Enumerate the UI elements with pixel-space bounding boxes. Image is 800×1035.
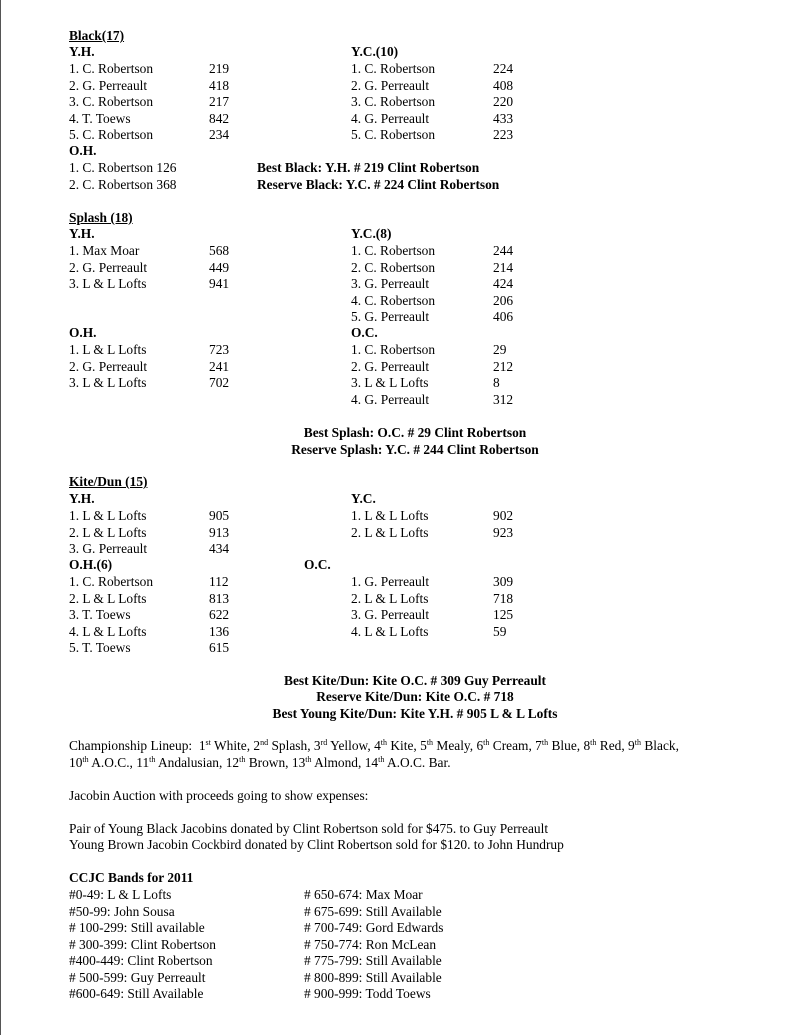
- kite-oh-entry-name: 5. T. Toews: [69, 640, 131, 655]
- splash-oh-entry-number: 241: [209, 358, 230, 374]
- band-range-entry: #400-449: Clint Robertson: [69, 953, 213, 968]
- kite-yc-entry-name: 2. L & L Lofts: [351, 524, 429, 540]
- kite-yc-entry-number: 902: [493, 508, 514, 523]
- splash-oc-entry-name: 4. G. Perreault: [351, 391, 430, 407]
- kite-oh-entry-number: 112: [209, 574, 229, 589]
- best-black-award: Best Black: Y.H. # 219 Clint Robertson: [257, 160, 480, 175]
- kite-oh-entry-number: 813: [209, 590, 230, 606]
- black-yh-entry-name: 1. C. Robertson: [69, 61, 154, 76]
- black-yh-entry-name: 2. G. Perreault: [69, 77, 148, 93]
- lineup-rank: 11: [136, 755, 150, 770]
- lineup-rank-suffix: th: [239, 755, 246, 764]
- championship-lineup-line: [69, 738, 679, 754]
- auction-line-1: Pair of Young Black Jacobins donated by Clint Robertson sold for $475. to Guy Perreault: [69, 821, 549, 836]
- splash-oh-entry-name: 3. L & L Lofts: [69, 375, 147, 390]
- lineup-breed: Andalusian,: [158, 755, 223, 770]
- splash-oh-entry-name: 1. L & L Lofts: [69, 342, 147, 357]
- lineup-breed: Kite,: [390, 738, 417, 753]
- black-oh-entry-name: 2. C. Robertson 368: [69, 176, 177, 192]
- section-heading-splash: Splash (18): [69, 210, 133, 225]
- lineup-item: [199, 738, 250, 753]
- splash-yc-entry-number: 214: [493, 259, 514, 275]
- lineup-rank-suffix: th: [380, 738, 387, 747]
- splash-yc-entry-name: 4. C. Robertson: [351, 292, 436, 308]
- bands-heading: CCJC Bands for 2011: [69, 870, 194, 885]
- kite-oc-entry-number: 309: [493, 574, 514, 589]
- lineup-rank: 6: [476, 738, 484, 753]
- auction-intro: Jacobin Auction with proceeds going to show expenses:: [69, 788, 369, 803]
- kite-oh-entry-name: 1. C. Robertson: [69, 574, 154, 589]
- black-yc-entry-name: 1. C. Robertson: [351, 61, 436, 76]
- lineup-breed: Black,: [644, 738, 679, 753]
- kite-yc-entry-number: 923: [493, 524, 514, 540]
- kite-oh-entry-name: 2. L & L Lofts: [69, 590, 147, 606]
- black-yc-entry-name: 3. C. Robertson: [351, 94, 436, 109]
- lineup-rank: 4: [374, 738, 381, 753]
- black-yh-entry-name: 4. T. Toews: [69, 110, 131, 126]
- kite-oh-entry-number: 136: [209, 623, 230, 639]
- lineup-rank-suffix: th: [541, 738, 549, 747]
- lineup-breed: A.O.C. Bar.: [386, 755, 451, 770]
- splash-yc-entry-name: 5. G. Perreault: [351, 309, 430, 324]
- kite-oc-entry-name: 2. L & L Lofts: [351, 590, 429, 606]
- splash-yh-entry-name: 2. G. Perreault: [69, 259, 148, 275]
- lineup-rank-suffix: th: [590, 738, 597, 747]
- lineup-item: [476, 738, 531, 753]
- lineup-rank-suffix: st: [205, 738, 211, 747]
- lineup-rank-suffix: th: [634, 738, 641, 747]
- kite-oc-entry-number: 59: [493, 623, 507, 639]
- kite-oh-entry-number: 615: [209, 640, 230, 655]
- lineup-rank: 13: [291, 755, 306, 770]
- black-yh-entry-name: 3. C. Robertson: [69, 94, 154, 109]
- lineup-item: [583, 738, 624, 753]
- splash-oc-label: O.C.: [351, 325, 378, 340]
- kite-oc-label: O.C.: [304, 557, 331, 572]
- lineup-item: [253, 738, 310, 753]
- lineup-item: [292, 755, 361, 770]
- lineup-rank: 9: [628, 738, 635, 753]
- band-range-entry: # 800-899: Still Available: [304, 969, 442, 985]
- splash-yc-label: Y.C.(8): [351, 226, 392, 241]
- splash-yc-entry-number: 244: [493, 243, 514, 258]
- band-range-entry: # 500-599: Guy Perreault: [69, 969, 206, 985]
- splash-oc-entry-number: 29: [493, 342, 507, 357]
- kite-yh-entry-name: 3. G. Perreault: [69, 541, 148, 556]
- band-range-entry: # 100-299: Still available: [69, 920, 205, 935]
- kite-yh-entry-name: 2. L & L Lofts: [69, 524, 147, 540]
- best-kite-dun-award: Best Kite/Dun: Kite O.C. # 309 Guy Perreault: [284, 673, 546, 688]
- lineup-item: [314, 738, 371, 753]
- splash-yc-entry-number: 206: [493, 292, 514, 308]
- splash-oc-entry-number: 312: [493, 391, 514, 407]
- splash-yh-entry-number: 568: [209, 243, 230, 258]
- kite-yh-label: Y.H.: [69, 491, 95, 506]
- splash-yc-entry-name: 1. C. Robertson: [351, 243, 436, 258]
- lineup-item: [535, 738, 580, 753]
- lineup-item: [136, 755, 222, 770]
- section-heading-kite-dun: Kite/Dun (15): [69, 474, 148, 489]
- best-splash-award: Best Splash: O.C. # 29 Clint Robertson: [303, 425, 527, 440]
- lineup-breed: Cream,: [492, 738, 532, 753]
- kite-oh-entry-number: 622: [209, 607, 230, 622]
- lineup-rank: 5: [420, 738, 427, 753]
- lineup-rank-suffix: th: [149, 755, 156, 764]
- kite-oc-entry-number: 125: [493, 607, 514, 622]
- lineup-rank: 14: [364, 755, 379, 770]
- splash-oh-label: O.H.: [69, 325, 97, 340]
- lineup-rank: 3: [313, 738, 321, 753]
- band-range-entry: #600-649: Still Available: [69, 986, 204, 1001]
- kite-yc-entry-name: 1. L & L Lofts: [351, 508, 429, 523]
- black-oh-label: O.H.: [69, 143, 97, 158]
- championship-lineup-label: Championship Lineup:: [69, 738, 193, 753]
- splash-yh-entry-name: 3. L & L Lofts: [69, 276, 147, 291]
- splash-yh-entry-number: 941: [209, 276, 230, 291]
- black-yh-entry-name: 5. C. Robertson: [69, 127, 154, 142]
- band-range-entry: # 750-774: Ron McLean: [304, 936, 437, 952]
- lineup-rank: 12: [225, 755, 240, 770]
- kite-yh-entry-number: 905: [209, 508, 230, 523]
- splash-oh-entry-number: 702: [209, 375, 230, 390]
- lineup-rank-suffix: th: [483, 738, 490, 747]
- black-oh-entry-name: 1. C. Robertson 126: [69, 160, 177, 175]
- black-yc-entry-name: 2. G. Perreault: [351, 77, 430, 93]
- reserve-kite-dun-award: Reserve Kite/Dun: Kite O.C. # 718: [316, 689, 514, 704]
- lineup-rank: 10: [69, 755, 83, 770]
- best-young-kite-dun-award: Best Young Kite/Dun: Kite Y.H. # 905 L & L Lofts: [272, 706, 558, 721]
- splash-oc-entry-number: 8: [493, 375, 500, 390]
- splash-yc-entry-name: 3. G. Perreault: [351, 276, 430, 291]
- black-yh-entry-number: 842: [209, 110, 230, 126]
- kite-oh-entry-name: 3. T. Toews: [69, 607, 131, 622]
- lineup-rank: 7: [535, 738, 542, 753]
- black-yh-entry-number: 418: [209, 77, 230, 93]
- kite-yh-entry-number: 434: [209, 541, 230, 556]
- band-range-entry: # 300-399: Clint Robertson: [69, 936, 216, 952]
- kite-yh-entry-name: 1. L & L Lofts: [69, 508, 147, 523]
- band-range-entry: # 675-699: Still Available: [304, 903, 442, 919]
- lineup-rank-suffix: th: [378, 755, 385, 764]
- kite-oc-entry-name: 3. G. Perreault: [351, 607, 430, 622]
- page-left-border: [0, 0, 1, 1035]
- lineup-rank-suffix: nd: [260, 738, 269, 747]
- lineup-breed: Splash,: [271, 738, 311, 753]
- black-yh-entry-number: 219: [209, 61, 230, 76]
- reserve-black-award: Reserve Black: Y.C. # 224 Clint Robertson: [257, 177, 500, 192]
- kite-yh-entry-number: 913: [209, 524, 230, 540]
- lineup-breed: Blue,: [551, 738, 581, 753]
- black-yc-entry-number: 433: [493, 110, 514, 126]
- lineup-item: [365, 755, 451, 770]
- splash-oh-entry-name: 2. G. Perreault: [69, 358, 148, 374]
- lineup-rank: 8: [583, 738, 591, 753]
- lineup-rank: 1: [198, 738, 206, 753]
- lineup-breed: White,: [213, 738, 251, 753]
- band-range-entry: # 900-999: Todd Toews: [304, 986, 431, 1001]
- band-range-entry: #50-99: John Sousa: [69, 903, 175, 919]
- black-yc-entry-name: 4. G. Perreault: [351, 110, 430, 126]
- lineup-breed: Red,: [599, 738, 625, 753]
- lineup-item: [420, 738, 473, 753]
- black-yc-entry-number: 408: [493, 77, 514, 93]
- splash-oc-entry-name: 3. L & L Lofts: [351, 375, 429, 390]
- splash-yc-entry-name: 2. C. Robertson: [351, 259, 436, 275]
- band-range-entry: #0-49: L & L Lofts: [69, 887, 172, 902]
- black-yh-label: Y.H.: [69, 44, 95, 59]
- black-yc-entry-name: 5. C. Robertson: [351, 127, 436, 142]
- lineup-item: [69, 755, 133, 770]
- lineup-breed: Yellow,: [330, 738, 371, 753]
- splash-yh-entry-number: 449: [209, 259, 230, 275]
- championship-lineup-line: [69, 755, 451, 771]
- auction-line-2: Young Brown Jacobin Cockbird donated by Clint Robertson sold for $120. to John Hundrup: [69, 837, 564, 852]
- kite-oc-entry-name: 4. L & L Lofts: [351, 623, 429, 639]
- kite-oc-entry-name: 1. G. Perreault: [351, 574, 430, 589]
- splash-oc-entry-name: 2. G. Perreault: [351, 358, 430, 374]
- lineup-item: [226, 755, 289, 770]
- reserve-splash-award: Reserve Splash: Y.C. # 244 Clint Robertson: [291, 442, 539, 457]
- black-yh-entry-number: 234: [209, 127, 230, 142]
- splash-yc-entry-number: 406: [493, 309, 514, 324]
- lineup-breed: Brown,: [248, 755, 289, 770]
- section-heading-black: Black(17): [69, 28, 125, 43]
- lineup-breed: A.O.C.,: [91, 755, 133, 770]
- splash-yh-label: Y.H.: [69, 226, 95, 241]
- black-yc-entry-number: 220: [493, 94, 514, 109]
- splash-yc-entry-number: 424: [493, 276, 514, 291]
- kite-oc-entry-number: 718: [493, 590, 514, 606]
- kite-oh-label: O.H.(6): [69, 557, 113, 572]
- lineup-rank-suffix: th: [305, 755, 312, 764]
- kite-yc-label: Y.C.: [351, 491, 376, 506]
- band-range-entry: # 650-674: Max Moar: [304, 887, 423, 902]
- black-yc-entry-number: 224: [493, 61, 514, 76]
- band-range-entry: # 700-749: Gord Edwards: [304, 920, 444, 935]
- splash-oc-entry-number: 212: [493, 358, 514, 374]
- splash-oh-entry-number: 723: [209, 342, 230, 357]
- lineup-breed: Almond,: [314, 755, 362, 770]
- lineup-rank-suffix: rd: [320, 738, 328, 747]
- black-yc-entry-number: 223: [493, 127, 514, 142]
- black-yc-label: Y.C.(10): [351, 44, 399, 59]
- lineup-rank: 2: [253, 738, 261, 753]
- lineup-breed: Mealy,: [436, 738, 474, 753]
- splash-yh-entry-name: 1. Max Moar: [69, 243, 140, 258]
- lineup-item: [374, 738, 417, 753]
- kite-oh-entry-name: 4. L & L Lofts: [69, 623, 147, 639]
- lineup-rank-suffix: th: [82, 755, 89, 764]
- lineup-rank-suffix: th: [426, 738, 434, 747]
- splash-oc-entry-name: 1. C. Robertson: [351, 342, 436, 357]
- lineup-item: [628, 738, 679, 753]
- band-range-entry: # 775-799: Still Available: [304, 953, 442, 968]
- black-yh-entry-number: 217: [209, 94, 230, 109]
